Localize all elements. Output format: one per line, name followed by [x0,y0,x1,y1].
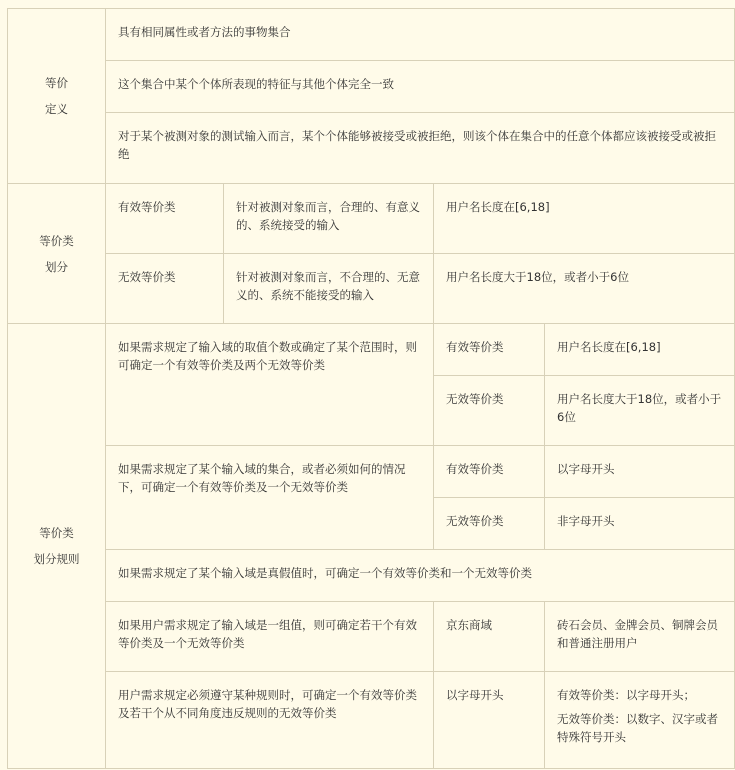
rule5-example: 以字母开头 [434,672,545,769]
division-label [8,184,106,324]
rule5-detail [545,672,735,769]
rule2-valid-example: 以字母开头 [545,446,735,498]
division-row-invalid [8,254,735,324]
definition-row-3 [8,113,735,184]
rule4-row [8,602,735,672]
rule5-text: 用户需求规定必须遵守某种规则时，可确定一个有效等价类及若干个从不同角度违反规则的无效等价类 [106,672,434,769]
rule2-text: 如果需求规定了某个输入域的集合，或者必须如何的情况下，可确定一个有效等价类及一个无效等价类 [106,446,434,550]
definition-label-line-2: 定义 [45,102,68,116]
definition-text-2: 这个集合中某个个体所表现的特征与其他个体完全一致 [106,61,735,113]
rule5-row [8,672,735,769]
division-invalid-desc: 针对被测对象而言，不合理的、无意义的、系统不能接受的输入 [224,254,434,324]
definition-text-1: 具有相同属性或者方法的事物集合 [106,9,735,61]
division-label-line-1: 等价类 [39,233,74,248]
rule1-invalid-example: 用户名长度大于18位，或者小于6位 [545,376,735,446]
division-invalid-example: 用户名长度大于18位，或者小于6位 [434,254,735,324]
definition-row-1 [8,9,735,61]
definition-label [8,9,106,184]
rule1-row-valid [8,324,735,376]
rule3-row [8,550,735,602]
rules-label [8,324,106,769]
definition-text-3: 对于某个被测对象的测试输入而言，某个个体能够被接受或被拒绝，则该个体在集合中的任意个体都应该被接受或被拒绝 [106,113,735,184]
definition-label-line-1: 等价 [45,76,68,90]
division-valid-desc: 针对被测对象而言，合理的、有意义的、系统接受的输入 [224,184,434,254]
rule2-invalid-example: 非字母开头 [545,498,735,550]
rule4-text: 如果用户需求规定了输入域是一组值，则可确定若干个有效等价类及一个无效等价类 [106,602,434,672]
rules-label-line-2: 划分规则 [33,552,80,566]
rules-label-line-1: 等价类 [39,526,74,540]
division-valid-example: 用户名长度在[6,18] [434,184,735,254]
rule2-row-valid [8,446,735,498]
rule2-invalid-label: 无效等价类 [434,498,545,550]
definition-row-2 [8,61,735,113]
rule5-detail-valid: 有效等价类：以字母开头； [557,688,695,702]
division-label-line-2: 划分 [45,259,68,274]
rule1-valid-label: 有效等价类 [434,324,545,376]
rule2-valid-label: 有效等价类 [434,446,545,498]
rule5-detail-invalid: 无效等价类：以数字、汉字或者特殊符号开头 [557,712,718,744]
rule4-detail: 砖石会员、金牌会员、铜牌会员和普通注册用户 [545,602,735,672]
rule3-text: 如果需求规定了某个输入域是真假值时，可确定一个有效等价类和一个无效等价类 [106,550,735,602]
rule1-text: 如果需求规定了输入域的取值个数或确定了某个范围时，则可确定一个有效等价类及两个无效等价类 [106,324,434,446]
rule1-invalid-label: 无效等价类 [434,376,545,446]
equivalence-class-table [7,8,735,769]
division-invalid-type: 无效等价类 [106,254,224,324]
rule1-valid-example: 用户名长度在[6,18] [545,324,735,376]
rule4-example: 京东商域 [434,602,545,672]
division-valid-type: 有效等价类 [106,184,224,254]
division-row-valid [8,184,735,254]
